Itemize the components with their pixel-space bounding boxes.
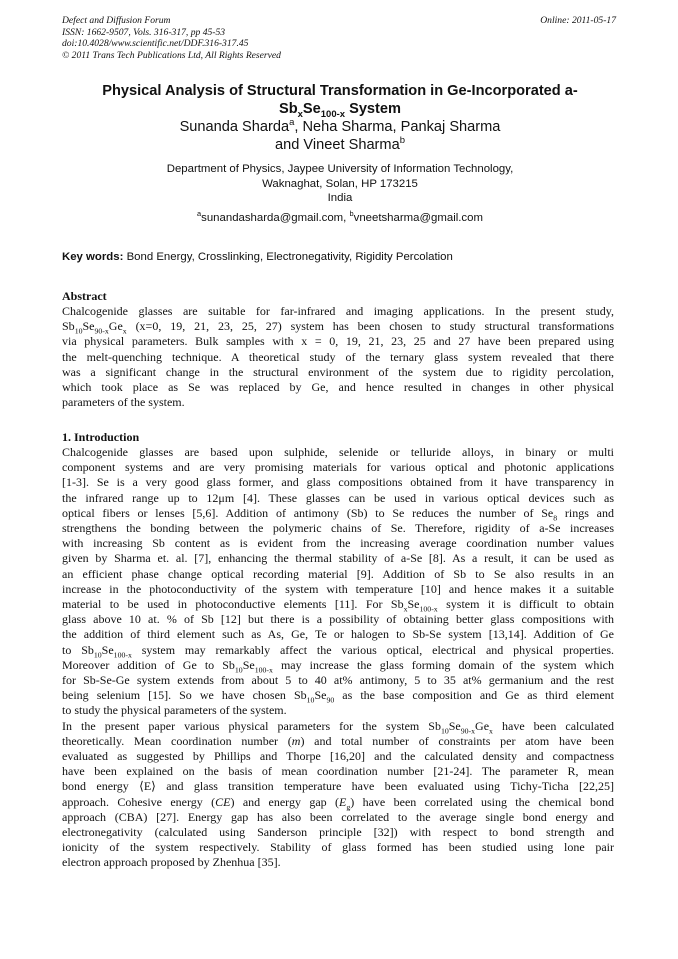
abstract-heading: Abstract	[62, 289, 107, 303]
keywords-label: Key words:	[62, 251, 124, 263]
email-b: vneetsharma@gmail.com	[353, 212, 483, 224]
keywords-text: Bond Energy, Crosslinking, Electronegativity, Rigidity Percolation	[123, 251, 453, 263]
authors-line-1: Sunanda Sharda$^a$, Neha Sharma, Pankaj Sharma	[179, 117, 501, 135]
journal-header	[62, 15, 281, 61]
copyright-line: © 2011 Trans Tech Publications Ltd, All Rights Reserved	[62, 49, 281, 61]
online-date: Online: 2011-05-17	[540, 15, 616, 26]
journal-name: Defect and Diffusion Forum	[62, 15, 171, 26]
title-line-1: Physical Analysis of Structural Transformation in Ge-Incorporated a-	[102, 83, 578, 99]
issn-line: ISSN: 1662-9507, Vols. 316-317, pp 45-53	[62, 26, 226, 38]
introduction-body: Chalcogenide glasses are based upon sulphide, selenide or telluride alloys, in binary or multi component systems and are very promising materials for various optical and photonic applications [1-3]. Se is a very good glass former, and glass compositions obtained from it have transparency in the infrared range up to 12μm [4]. These glasses can be used in various optical devices such as optical fibers or lenses [5,6]. Addition of antimony (Sb) to Se reduces the number of $Se_8$ rings and strengthens the bonding between the polymeric chains of Se. Therefore, rigidity of a-Se increases with increasing Sb content as is evident from the increasing average coordination number values given by Sharma et. al. [7], enhancing the thermal stability of a-Se [8]. As a result, it can be used as an efficient phase change optical recording material [9]. Addition of Sb to Se also results in an increase in the photoconductivity of the system with temperature [10] and hence makes it a suitable material to be used in photoconductive elements [11]. For $Sb_xSe_{100-x}$ system it is difficult to obtain glass above 10 at. % of Sb [12] but there is a possibility of obtaining better glass compositions with the addition of third element such as As, Ge, Te or halogen to Sb-Se system [13,14]. Addition of Ge to $Sb_{10}Se_{100-x}$ system may remarkably affect the various optical, electrical and physical properties. Moreover addition of Ge to $Sb_{10}Se_{100-x}$ may increase the glass forming domain of the system which for Sb-Se-Ge system extends from about 5 to 40 at% antimony, 5 to 35 at% germanium and the rest being selenium [15]. So we have chosen $Sb_{10}Se_{90}$ as the base composition and Ge as third element to study the physical parameters of the system. In the present paper various physical parameters for the system $Sb_{10}Se_{90-x}Ge_x$ have been calculated theoretically. Mean coordination number (m) and total number of constraints per atom have been evaluated as suggested by Phillips and Thorpe [16,20] and the calculated density and compactness have been explained on the basis of mean coordination number [21-24]. The parameter R, mean bond energy ⟨E⟩ and glass transition temperature have been evaluated using Tichy-Ticha [22,25] approach. Cohesive energy (CE) and energy gap $(E_g)$ have been correlated using the chemical bond approach (CBA) [27]. Energy gap has also been correlated to the average single bond energy and electronegativity (calculated using Sanderson principle [32]) with respect to bond strength and ionicity of the system respectively. Stability of glass formed has been studied using lone pair electron approach proposed by Zhenhua [35].	[62, 445, 615, 870]
email-a: sunandasharda@gmail.com	[201, 212, 344, 224]
introduction-heading: 1. Introduction	[62, 430, 140, 444]
keywords	[62, 250, 618, 264]
author-list	[62, 118, 618, 154]
paper-title	[62, 82, 618, 118]
title-line-2: $Sb_xSe_{100-x}$ System	[278, 101, 402, 120]
author-emails: $^a$sunandasharda@gmail.com, $^b$vneetsharma@gmail.com	[197, 209, 483, 224]
doi-line: doi:10.4028/www.scientific.net/DDF.316-317.45	[62, 38, 249, 49]
authors-line-2: and Vineet Sharma$^b$	[275, 135, 405, 153]
abstract-body: Chalcogenide glasses are suitable for far-infrared and imaging applications. In the present study, $Sb_{10}Se_{90-x}Ge_x$ (x=0, 19, 21, 23, 25, 27) system has been chosen to study structural transformations via physical parameters. Bulk samples with x = 0, 19, 21, 23, 25 and 27 have been prepared using the melt-quenching technique. A theoretical study of the ternary glass system revealed that there was a significant change in the structural environment of the system due to rigidity percolation, which took place as Se was replaced by Ge, and hence resulted in changes in other physical parameters of the system.	[62, 304, 614, 410]
affiliation: Department of Physics, Jaypee University of Information Technology, Waknaghat, Solan, HP 173215 India	[166, 163, 514, 205]
